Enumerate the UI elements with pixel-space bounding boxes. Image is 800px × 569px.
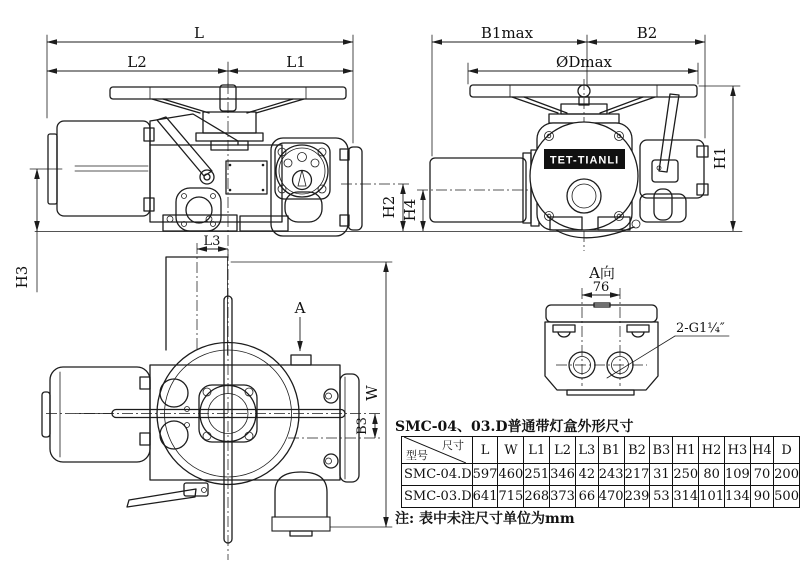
dim-label-b2: B2 [636,24,658,42]
cell: 101 [699,486,725,508]
indicator-lamp [298,153,307,162]
cell: 134 [725,486,751,508]
cell: 31 [650,464,673,486]
detail-view-title: A向 [589,264,615,282]
dim-label-l: L [194,24,204,42]
gear-housing [150,145,282,222]
dim-label-h3: H3 [13,265,31,289]
cell: 597 [472,464,498,486]
cable-gland-dome [275,472,327,517]
table-header-row [402,437,800,464]
housing-top [150,365,340,480]
cell: 460 [498,464,524,486]
col-header: L [472,437,498,464]
cell: 346 [550,464,576,486]
gearbox-face [530,122,638,230]
corner-label-model: 型号 [406,449,428,462]
col-header: W [498,437,524,464]
dim-label-b3: B3 [355,417,370,435]
cell: 42 [575,464,598,486]
cell: 250 [673,464,699,486]
col-header: L2 [550,437,576,464]
motor-top [50,367,150,462]
indicator-lamp [284,159,292,167]
cell: 66 [575,486,598,508]
table-row [402,486,800,508]
table-corner-cell [404,437,466,463]
top-view [42,250,392,560]
model-name: SMC-03.D [402,486,473,508]
col-header: D [774,437,800,464]
cell: 715 [498,486,524,508]
cell: 80 [699,464,725,486]
cell: 200 [774,464,800,486]
cell: 641 [472,486,498,508]
selector-knob [293,171,312,190]
cell: 217 [624,464,650,486]
col-header: B2 [624,437,650,464]
handwheel-bar-front [470,85,697,97]
dim-label-h1: H1 [711,146,729,170]
drawing-title: SMC-04、03.D普通带灯盒外形尺寸 [395,419,634,435]
thread-callout: 2-G1¼″ [676,321,725,336]
dimensions-table [401,436,800,508]
col-header: B3 [650,437,673,464]
cell: 109 [725,464,751,486]
cell: 243 [598,464,624,486]
drawing-note: 注: 表中未注尺寸单位为mm [395,511,575,527]
view-direction-label: A [294,299,306,317]
col-header: H1 [673,437,699,464]
dim-label-l2: L2 [127,53,147,71]
dim-label-l1: L1 [286,53,306,71]
cell: 314 [673,486,699,508]
col-header: H3 [725,437,751,464]
side-view [13,24,412,352]
brand-logo-text: TET-TIANLI [549,154,620,167]
cell: 239 [624,486,650,508]
col-header: H2 [699,437,725,464]
cell: 70 [750,464,773,486]
motor-side [57,121,150,216]
dim-label-w: W [363,385,381,401]
cell: 268 [524,486,550,508]
dim-label-b1max: B1max [480,24,534,42]
cell: 90 [750,486,773,508]
nameplate [226,161,267,194]
col-header: H4 [750,437,773,464]
cell: 53 [650,486,673,508]
front-view [401,24,740,251]
limit-switch-box [640,140,704,198]
col-header: L3 [575,437,598,464]
declutch-lever-top [127,489,196,507]
declutch-lever-side [157,117,212,176]
dim-label-76: 76 [592,280,610,295]
col-header: L1 [524,437,550,464]
cell: 500 [774,486,800,508]
cell: 470 [598,486,624,508]
dim-label-dmax: ØDmax [556,53,612,71]
cell: 373 [550,486,576,508]
cell: 251 [524,464,550,486]
indicator-lamp [311,159,319,167]
dim-label-h2: H2 [380,195,398,219]
detail-view-a [545,264,729,395]
col-header: B1 [598,437,624,464]
dim-label-h4: H4 [401,198,419,222]
corner-label-dimension: 尺寸 [442,439,464,452]
table-row [402,464,800,486]
dim-label-l3: L3 [203,234,221,249]
model-name: SMC-04.D [402,464,473,486]
